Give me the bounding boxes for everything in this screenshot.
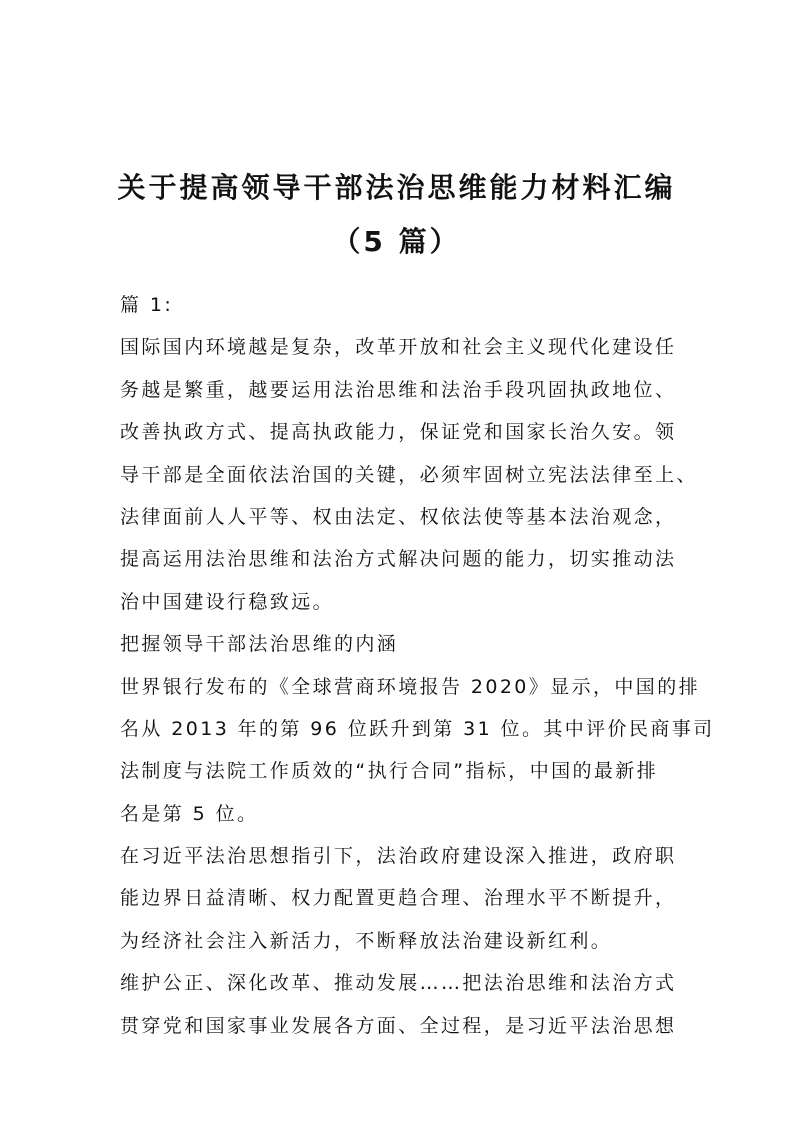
- text-line: 贯穿党和国家事业发展各方面、全过程，是习近平法治思想: [120, 1014, 677, 1037]
- text-line: 世界银行发布的《全球营商环境报告 2020》显示，中国的排: [120, 675, 700, 698]
- text-line: 名从 2013 年的第 96 位跃升到第 31 位。其中评价民商事司: [120, 717, 715, 740]
- text-line: 把握领导干部法治思维的内涵: [120, 633, 399, 656]
- text-line: 法制度与法院工作质效的“执行合同”指标，中国的最新排: [120, 760, 659, 783]
- text-line: 篇 1:: [120, 294, 174, 316]
- text-line: 务越是繁重，越要运用法治思维和法治手段巩固执政地位、: [120, 378, 677, 401]
- document-body: [120, 284, 715, 1047]
- text-line: 治中国建设行稳致远。: [120, 590, 335, 613]
- text-line: 维护公正、深化改革、推动发展……把法治思维和法治方式: [120, 972, 677, 995]
- text-line: 为经济社会注入新活力，不断释放法治建设新红利。: [120, 929, 613, 952]
- text-line: 在习近平法治思想指引下，法治政府建设深入推进，政府职: [120, 845, 677, 868]
- document-subtitle: （5 篇）: [332, 225, 461, 258]
- document-title: 关于提高领导干部法治思维能力材料汇编: [117, 171, 676, 204]
- text-line: 名是第 5 位。: [120, 802, 259, 825]
- text-line: 提高运用法治思维和法治方式解决问题的能力，切实推动法: [120, 548, 677, 571]
- text-line: 导干部是全面依法治国的关键，必须牢固树立宪法法律至上、: [120, 463, 698, 486]
- text-line: 法律面前人人平等、权由法定、权依法使等基本法治观念，: [120, 505, 677, 528]
- text-line: 国际国内环境越是复杂，改革开放和社会主义现代化建设任: [120, 336, 677, 359]
- text-line: 改善执政方式、提高执政能力，保证党和国家长治久安。领: [120, 421, 677, 444]
- text-line: 能边界日益清晰、权力配置更趋合理、治理水平不断提升，: [120, 887, 677, 910]
